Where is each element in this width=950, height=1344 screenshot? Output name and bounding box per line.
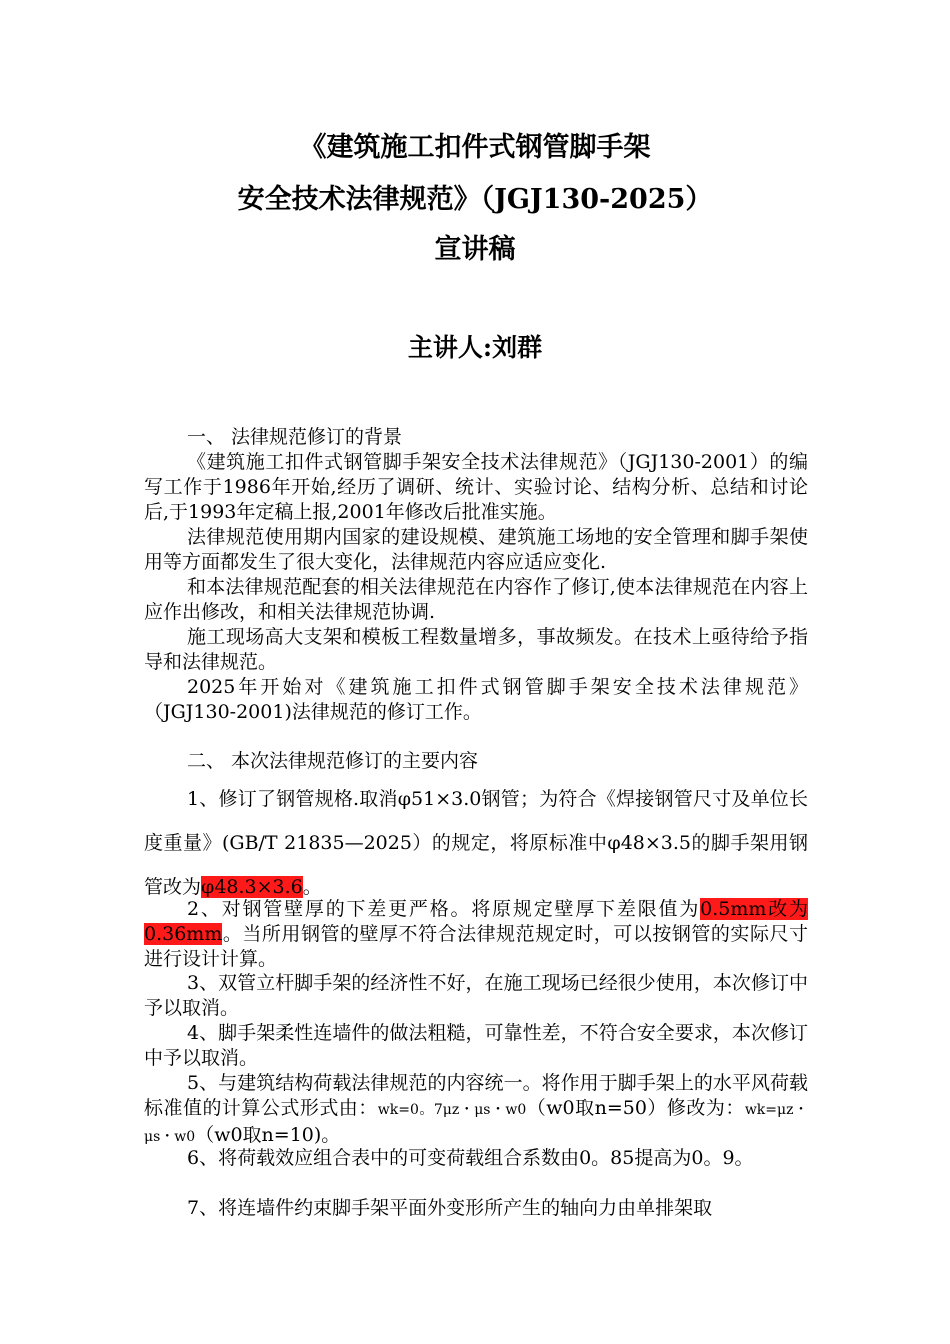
item-5 — [144, 1071, 808, 1150]
item-5-middle: （w0取n=50）修改为： — [526, 1097, 745, 1119]
item-5-formula-new: wk=μz・μs・w0 — [144, 1102, 808, 1145]
item-3: 3、双管立杆脚手架的经济性不好，在施工现场已经很少使用，本次修订中予以取消。 — [144, 972, 808, 1019]
item-7: 7、将连墙件约束脚手架平面外变形所产生的轴向力由单排架取 — [187, 1197, 713, 1219]
title-line-3: 宣讲稿 — [434, 234, 516, 265]
section-1-paragraph-3: 和本法律规范配套的相关法律规范在内容作了修订,使本法律规范在内容上应作出修改，和相关法律规范协调. — [144, 576, 808, 623]
item-5-formula-old: wk=0。7μz・μs・w0 — [377, 1102, 527, 1118]
speaker-line: 主讲人:刘群 — [407, 333, 543, 362]
section-2-heading: 二、 本次法律规范修订的主要内容 — [187, 750, 479, 772]
title-line-1: 《建筑施工扣件式钢管脚手架 — [299, 132, 651, 163]
item-2-highlight-2: 0.36mm — [144, 923, 223, 945]
item-5-text: 5、与建筑结构荷载法律规范的内容统一。将作用于脚手架上的水平风荷载标准值的计算公式形式由： — [144, 1072, 808, 1119]
item-2-highlight-1: 0.5mm改为 — [700, 898, 809, 920]
section-1-paragraph-2: 法律规范使用期内国家的建设规模、建筑施工场地的安全管理和脚手架使用等方面都发生了很大变化，法律规范内容应适应变化. — [144, 526, 808, 573]
section-1-heading: 一、 法律规范修订的背景 — [187, 426, 403, 448]
item-2 — [144, 897, 808, 972]
item-6: 6、将荷载效应组合表中的可变荷载组合系数由0。85提高为0。9。 — [187, 1147, 754, 1169]
item-2-rest: 。当所用钢管的壁厚不符合法律规范规定时，可以按钢管的实际尺寸进行设计计算。 — [144, 923, 808, 970]
item-4: 4、脚手架柔性连墙件的做法粗糙，可靠性差，不符合安全要求，本次修订中予以取消。 — [144, 1022, 808, 1069]
section-1-paragraph-4: 施工现场高大支架和模板工程数量增多，事故频发。在技术上亟待给予指导和法律规范。 — [144, 626, 808, 673]
section-1-paragraph-5: 2025年开始对《建筑施工扣件式钢管脚手架安全技术法律规范》（JGJ130-2001)法律规范的修订工作。 — [144, 676, 808, 723]
title-line-2: 安全技术法律规范》（JGJ130-2025） — [237, 184, 713, 215]
section-1-paragraph-1: 《建筑施工扣件式钢管脚手架安全技术法律规范》（JGJ130-2001）的编写工作于1986年开始,经历了调研、统计、实验讨论、结构分析、总结和讨论后,于1993年定稿上报,2001年修改后批准实施。 — [144, 451, 808, 523]
item-1-highlight: φ48.3×3.6 — [201, 876, 303, 898]
item-1-text: 1、修订了钢管规格.取消φ51×3.0钢管；为符合《焊接钢管尺寸及单位长度重量》(GB/T 21835—2025）的规定，将原标准中φ48×3.5的脚手架用钢管改为 — [144, 788, 808, 898]
item-1 — [144, 777, 808, 909]
item-5-end: （w0取n=10)。 — [195, 1124, 341, 1146]
item-2-text: 2、对钢管壁厚的下差更严格。将原规定壁厚下差限值为 — [187, 898, 701, 920]
item-1-end: 。 — [302, 876, 322, 898]
